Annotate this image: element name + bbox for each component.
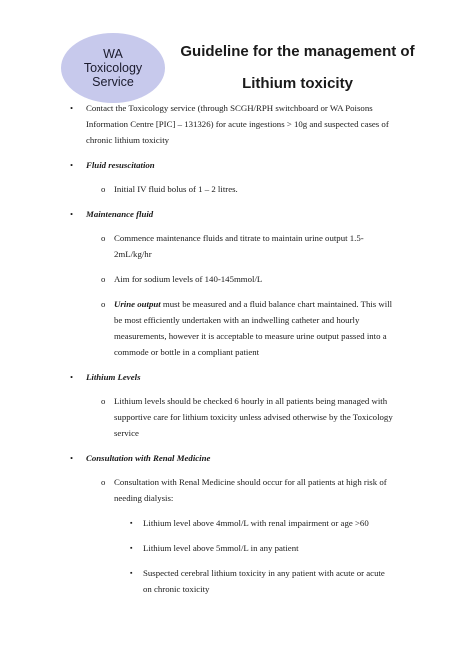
list-item (0, 296, 474, 360)
urine-output-lead: Urine output (114, 299, 161, 309)
section-maintenance-fluid (0, 206, 474, 222)
renal-consult-text: Consultation with Renal Medicine should occur for all patients at high risk of needing dialysis: (114, 477, 387, 503)
section-lithium-levels (0, 369, 474, 385)
square-bullet-icon: ▪ (130, 519, 133, 527)
section-fluid-resuscitation (0, 157, 474, 173)
circle-bullet-icon: o (101, 274, 106, 284)
list-item (0, 230, 474, 262)
square-bullet-icon: ▪ (130, 544, 133, 552)
list-item (0, 474, 474, 506)
section-heading: Maintenance fluid (86, 209, 154, 219)
list-item (0, 515, 474, 531)
list-item-contact (0, 100, 474, 148)
lithium-levels-text: Lithium levels should be checked 6 hourly in all patients being managed with supportive care for lithium toxicity unless advised otherwise by the Toxicology service (114, 396, 393, 438)
logo-line-3: Service (92, 75, 134, 89)
list-item (0, 181, 474, 197)
list-item (0, 565, 474, 597)
list-item (0, 393, 474, 441)
page-title (170, 36, 425, 100)
circle-bullet-icon: o (101, 477, 106, 487)
circle-bullet-icon: o (101, 299, 106, 309)
logo-line-1: WA (103, 47, 123, 61)
bullet-icon: • (70, 160, 74, 170)
list-item (0, 271, 474, 287)
logo-line-2: Toxicology (83, 61, 143, 75)
maintenance-titrate-text: Commence maintenance fluids and titrate to maintain urine output 1.5-2mL/kg/hr (114, 233, 364, 259)
bullet-icon: • (70, 209, 74, 219)
title-line-2: Lithium toxicity (242, 75, 353, 92)
criteria-text: Lithium level above 5mmol/L in any patient (143, 543, 299, 553)
section-heading: Lithium Levels (86, 372, 141, 382)
wa-toxicology-logo (61, 33, 165, 103)
bullet-icon: • (70, 453, 74, 463)
sodium-target-text: Aim for sodium levels of 140-145mmol/L (114, 274, 263, 284)
contact-text: Contact the Toxicology service (through SCGH/RPH switchboard or WA Poisons Information Centre [PIC] – 131326) for acute ingestions > 10g and suspected cases of chronic lithium toxicity (86, 103, 389, 145)
circle-bullet-icon: o (101, 396, 106, 406)
section-heading: Consultation with Renal Medicine (86, 453, 211, 463)
bullet-icon: • (70, 372, 74, 382)
fluid-bolus-text: Initial IV fluid bolus of 1 – 2 litres. (114, 184, 238, 194)
square-bullet-icon: ▪ (130, 569, 133, 577)
circle-bullet-icon: o (101, 233, 106, 243)
section-renal-consultation (0, 450, 474, 466)
urine-output-text: must be measured and a fluid balance chart maintained. This will be most efficiently undertaken with an indwelling catheter and hourly measurements, however it is acceptable to measure urine output passed into a commode or bottle in a compliant patient (114, 299, 393, 357)
criteria-text: Lithium level above 4mmol/L with renal impairment or age >60 (143, 518, 369, 528)
circle-bullet-icon: o (101, 184, 106, 194)
section-heading: Fluid resuscitation (86, 160, 155, 170)
bullet-icon: • (70, 103, 74, 113)
list-item (0, 540, 474, 556)
criteria-text: Suspected cerebral lithium toxicity in any patient with acute or acute on chronic toxicity (143, 568, 385, 594)
title-line-1: Guideline for the management of (180, 43, 415, 60)
guideline-body (0, 100, 474, 597)
